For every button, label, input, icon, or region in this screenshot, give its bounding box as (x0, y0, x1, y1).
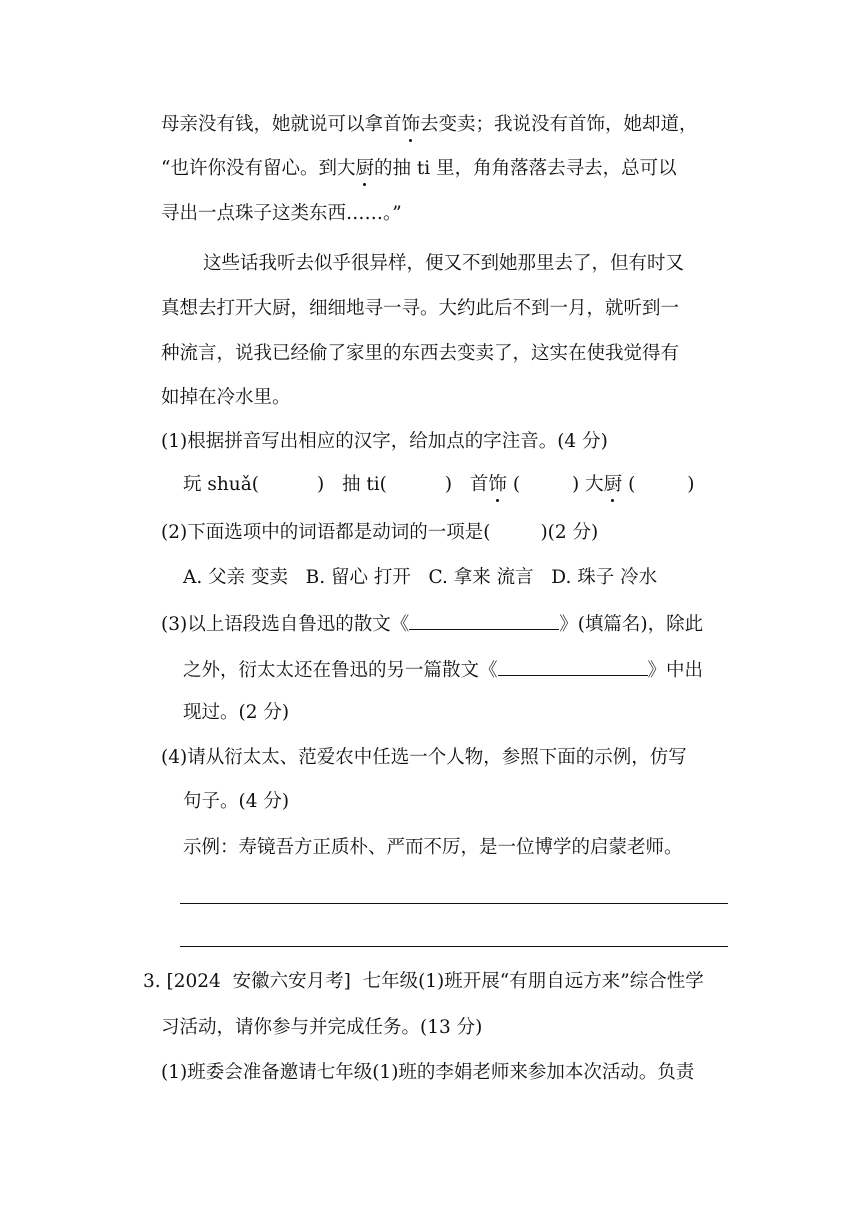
task-3-sub1: (1)班委会准备邀请七年级(1)班的李娟老师来参加本次活动。负责 (161, 1062, 695, 1083)
question-4-line: (4)请从衍太太、范爱农中任选一个人物，参照下面的示例，仿写 (161, 747, 687, 768)
emphasis-dot-char: 厨 (355, 158, 374, 179)
passage-line: 真想去打开大厨，细细地寻一寻。大约此后不到一月，就听到一 (161, 298, 680, 319)
question-3-line: 之外，衍太太还在鲁迅的另一篇散文《 》中出 (183, 660, 704, 681)
emphasis-dot-char: 厨 (603, 474, 623, 495)
answer-blank[interactable] (409, 613, 559, 630)
emphasis-dot-char: 饰 (401, 114, 421, 135)
passage-line: 如掉在冷水里。 (161, 387, 291, 408)
question-1-items: 玩 shuǎ( ) 抽 ti( ) 首饰 ( ) 大厨 ( ) (183, 474, 695, 495)
passage-line: 种流言，说我已经偷了家里的东西去变卖了，这实在使我觉得有 (161, 343, 680, 364)
task-3-line: 3. [2024 安徽六安月考] 七年级(1)班开展“有朋自远方来”综合性学 (143, 971, 704, 992)
passage-line: 这些话我听去似乎很异样，便又不到她那里去了，但有时又 (203, 253, 685, 274)
answer-line[interactable] (180, 903, 728, 904)
question-3-line: (3)以上语段选自鲁迅的散文《 》(填篇名)，除此 (161, 614, 704, 635)
answer-line[interactable] (180, 946, 728, 947)
question-4-line: 句子。(4 分) (183, 791, 290, 812)
question-2-stem: (2)下面选项中的词语都是动词的一项是( )(2 分) (161, 522, 599, 543)
passage-line: 母亲没有钱，她就说可以拿首饰去变卖；我说没有首饰，她却道， (161, 114, 698, 135)
passage-line: “也许你没有留心。到大厨的抽 ti 里，角角落落去寻去，总可以 (161, 158, 677, 179)
passage-line: 寻出一点珠子这类东西……。” (161, 203, 402, 224)
question-1-stem: (1)根据拼音写出相应的汉字，给加点的字注音。(4 分) (161, 431, 608, 452)
question-3-line: 现过。(2 分) (183, 702, 290, 723)
emphasis-dot-char: 饰 (488, 474, 507, 495)
question-2-options: A. 父亲 变卖 B. 留心 打开 C. 拿来 流言 D. 珠子 冷水 (183, 567, 658, 588)
answer-blank[interactable] (498, 659, 648, 676)
question-4-example: 示例：寿镜吾方正质朴、严而不厉，是一位博学的启蒙老师。 (183, 837, 683, 858)
task-3-line: 习活动，请你参与并完成任务。(13 分) (161, 1017, 483, 1038)
